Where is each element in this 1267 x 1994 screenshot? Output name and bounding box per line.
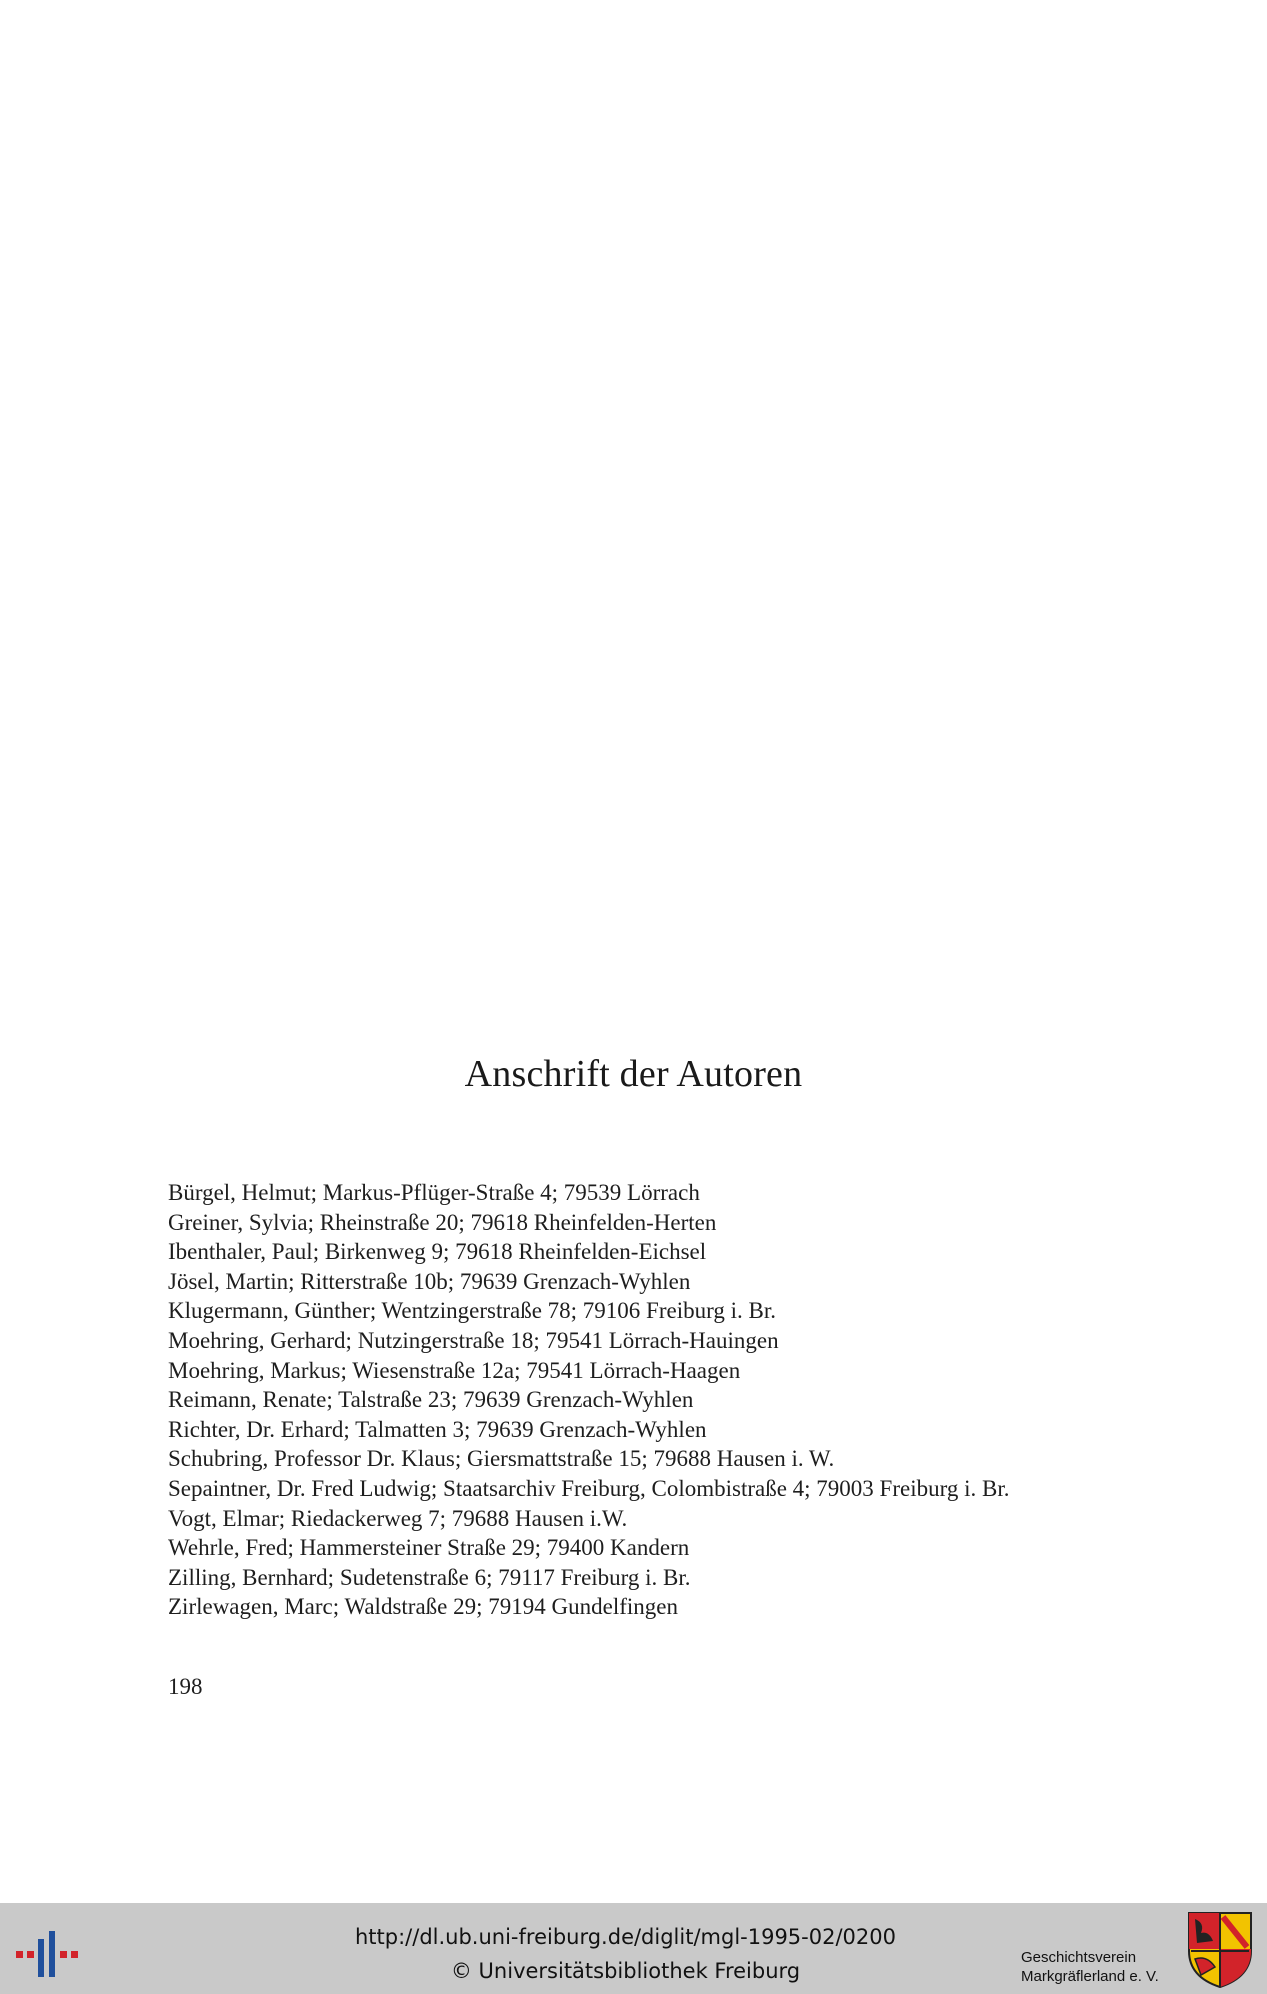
author-entry: Vogt, Elmar; Riedackerweg 7; 79688 Hausen i.W. xyxy=(168,1505,628,1531)
society-name-line2: Markgräflerland e. V. xyxy=(1021,1968,1159,1985)
author-entry: Klugermann, Günther; Wentzingerstraße 78; 79106 Freiburg i. Br. xyxy=(168,1298,776,1324)
author-entry: Zilling, Bernhard; Sudetenstraße 6; 79117 Freiburg i. Br. xyxy=(168,1564,691,1590)
page-number: 198 xyxy=(168,1674,203,1699)
coat-of-arms-icon[interactable] xyxy=(1187,1911,1253,1989)
author-entry: Bürgel, Helmut; Markus-Pflüger-Straße 4; 79539 Lörrach xyxy=(168,1180,700,1205)
copyright-notice: © Universitätsbibliothek Freiburg xyxy=(450,1959,801,1983)
society-name[interactable] xyxy=(1021,1948,1159,1986)
society-name-line1: Geschichtsverein xyxy=(1021,1949,1137,1966)
author-address-list xyxy=(168,1178,1009,1622)
author-entry: Wehrle, Fred; Hammersteiner Straße 29; 79400 Kandern xyxy=(168,1535,690,1561)
author-entry: Moehring, Markus; Wiesenstraße 12a; 79541 Lörrach-Haagen xyxy=(168,1357,741,1383)
author-entry: Reimann, Renate; Talstraße 23; 79639 Grenzach-Wyhlen xyxy=(168,1387,694,1413)
page-title: Anschrift der Autoren xyxy=(464,1053,803,1095)
author-entry: Moehring, Gerhard; Nutzingerstraße 18; 79541 Lörrach-Hauingen xyxy=(168,1327,779,1353)
footer-bar xyxy=(0,1903,1267,1994)
author-entry: Richter, Dr. Erhard; Talmatten 3; 79639 Grenzach-Wyhlen xyxy=(168,1416,707,1442)
permalink-url[interactable]: http://dl.ub.uni-freiburg.de/diglit/mgl-1995-02/0200 xyxy=(354,1925,896,1949)
author-entry: Ibenthaler, Paul; Birkenweg 9; 79618 Rheinfelden-Eichsel xyxy=(168,1239,707,1265)
author-entry: Schubring, Professor Dr. Klaus; Giersmattstraße 15; 79688 Hausen i. W. xyxy=(168,1446,835,1472)
author-entry: Zirlewagen, Marc; Waldstraße 29; 79194 Gundelfingen xyxy=(168,1594,678,1620)
author-entry: Greiner, Sylvia; Rheinstraße 20; 79618 Rheinfelden-Herten xyxy=(168,1209,717,1235)
author-entry: Jösel, Martin; Ritterstraße 10b; 79639 Grenzach-Wyhlen xyxy=(168,1268,691,1294)
author-entry: Sepaintner, Dr. Fred Ludwig; Staatsarchiv Freiburg, Colombistraße 4; 79003 Freiburg i. Br. xyxy=(168,1475,1010,1501)
